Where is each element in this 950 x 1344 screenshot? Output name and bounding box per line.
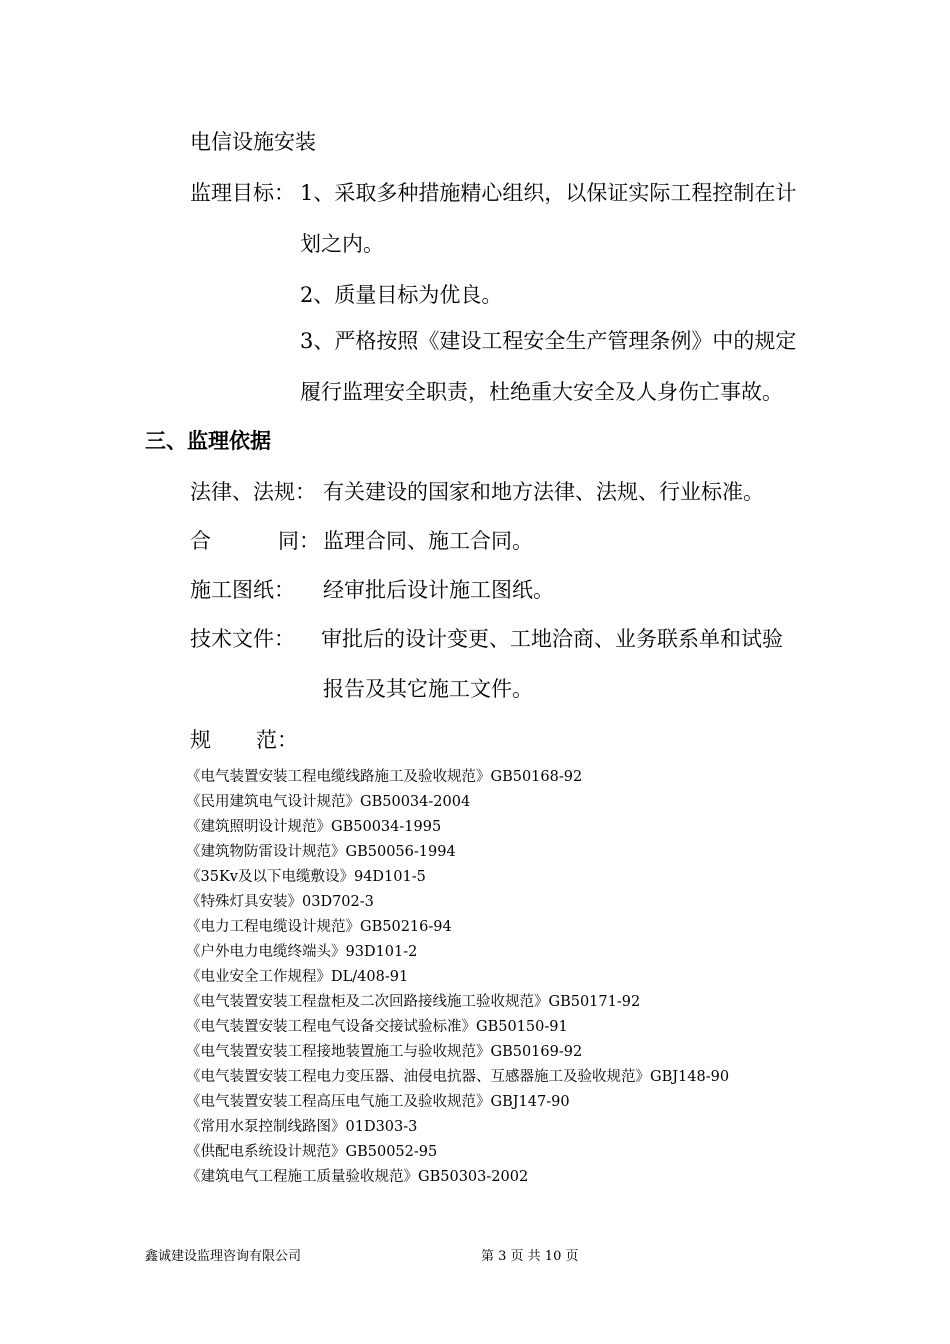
contract-label-a: 合 <box>190 529 211 553</box>
drawings-label: 施工图纸： <box>190 578 295 602</box>
standard-item: 《电力工程电缆设计规范》GB50216-94 <box>186 919 452 935</box>
standard-item: 《电气装置安装工程电缆线路施工及验收规范》GB50168-92 <box>186 769 583 785</box>
objective-item-2: 2、质量目标为优良。 <box>300 283 503 307</box>
standard-item: 《电气装置安装工程电力变压器、油侵电抗器、互感器施工及验收规范》GBJ148-90 <box>186 1069 730 1085</box>
objective-item-3-line-2: 履行监理安全职责，杜绝重大安全及人身伤亡事故。 <box>300 380 783 404</box>
standard-item: 《建筑照明设计规范》GB50034-1995 <box>186 819 442 835</box>
standard-item: 《民用建筑电气设计规范》GB50034-2004 <box>186 794 471 810</box>
laws-label: 法律、法规： <box>190 480 316 504</box>
standard-item: 《电业安全工作规程》DL/408-91 <box>186 969 409 985</box>
tech-docs-value-line-2: 报告及其它施工文件。 <box>323 677 533 701</box>
contract-label-b: 同： <box>278 529 320 553</box>
drawings-value: 经审批后设计施工图纸。 <box>323 578 554 602</box>
standard-item: 《建筑电气工程施工质量验收规范》GB50303-2002 <box>186 1169 529 1185</box>
section-3-heading: 三、监理依据 <box>145 429 271 453</box>
objective-item-1-line-2: 划之内。 <box>300 232 384 256</box>
footer-company: 鑫诚建设监理咨询有限公司 <box>145 1249 302 1264</box>
standard-item: 《建筑物防雷设计规范》GB50056-1994 <box>186 844 456 860</box>
standards-list <box>186 765 729 1190</box>
objective-item-1-line-1: 1、采取多种措施精心组织，以保证实际工程控制在计 <box>300 181 797 205</box>
laws-value: 有关建设的国家和地方法律、法规、行业标准。 <box>323 480 764 504</box>
standard-item: 《电气装置安装工程电气设备交接试验标准》GB50150-91 <box>186 1019 568 1035</box>
tech-docs-value-line-1: 审批后的设计变更、工地洽商、业务联系单和试验 <box>321 627 783 651</box>
objectives-label: 监理目标： <box>190 181 295 205</box>
section-intro: 电信设施安装 <box>190 130 316 154</box>
tech-docs-label: 技术文件： <box>190 627 295 651</box>
objective-item-3-line-1: 3、严格按照《建设工程安全生产管理条例》中的规定 <box>300 329 797 353</box>
standards-label-a: 规 <box>190 728 211 752</box>
standard-item: 《供配电系统设计规范》GB50052-95 <box>186 1144 438 1160</box>
standard-item: 《常用水泵控制线路图》01D303-3 <box>186 1119 418 1135</box>
standard-item: 《35Kv及以下电缆敷设》94D101-5 <box>186 869 426 885</box>
standards-label-b: 范： <box>256 728 298 752</box>
standard-item: 《电气装置安装工程接地装置施工与验收规范》GB50169-92 <box>186 1044 583 1060</box>
contract-value: 监理合同、施工合同。 <box>323 529 533 553</box>
standard-item: 《电气装置安装工程盘柜及二次回路接线施工验收规范》GB50171-92 <box>186 994 641 1010</box>
standard-item: 《电气装置安装工程高压电气施工及验收规范》GBJ147-90 <box>186 1094 570 1110</box>
footer-page-info: 第 3 页 共 10 页 <box>481 1249 579 1264</box>
standard-item: 《户外电力电缆终端头》93D101-2 <box>186 944 418 960</box>
standard-item: 《特殊灯具安装》03D702-3 <box>186 894 374 910</box>
